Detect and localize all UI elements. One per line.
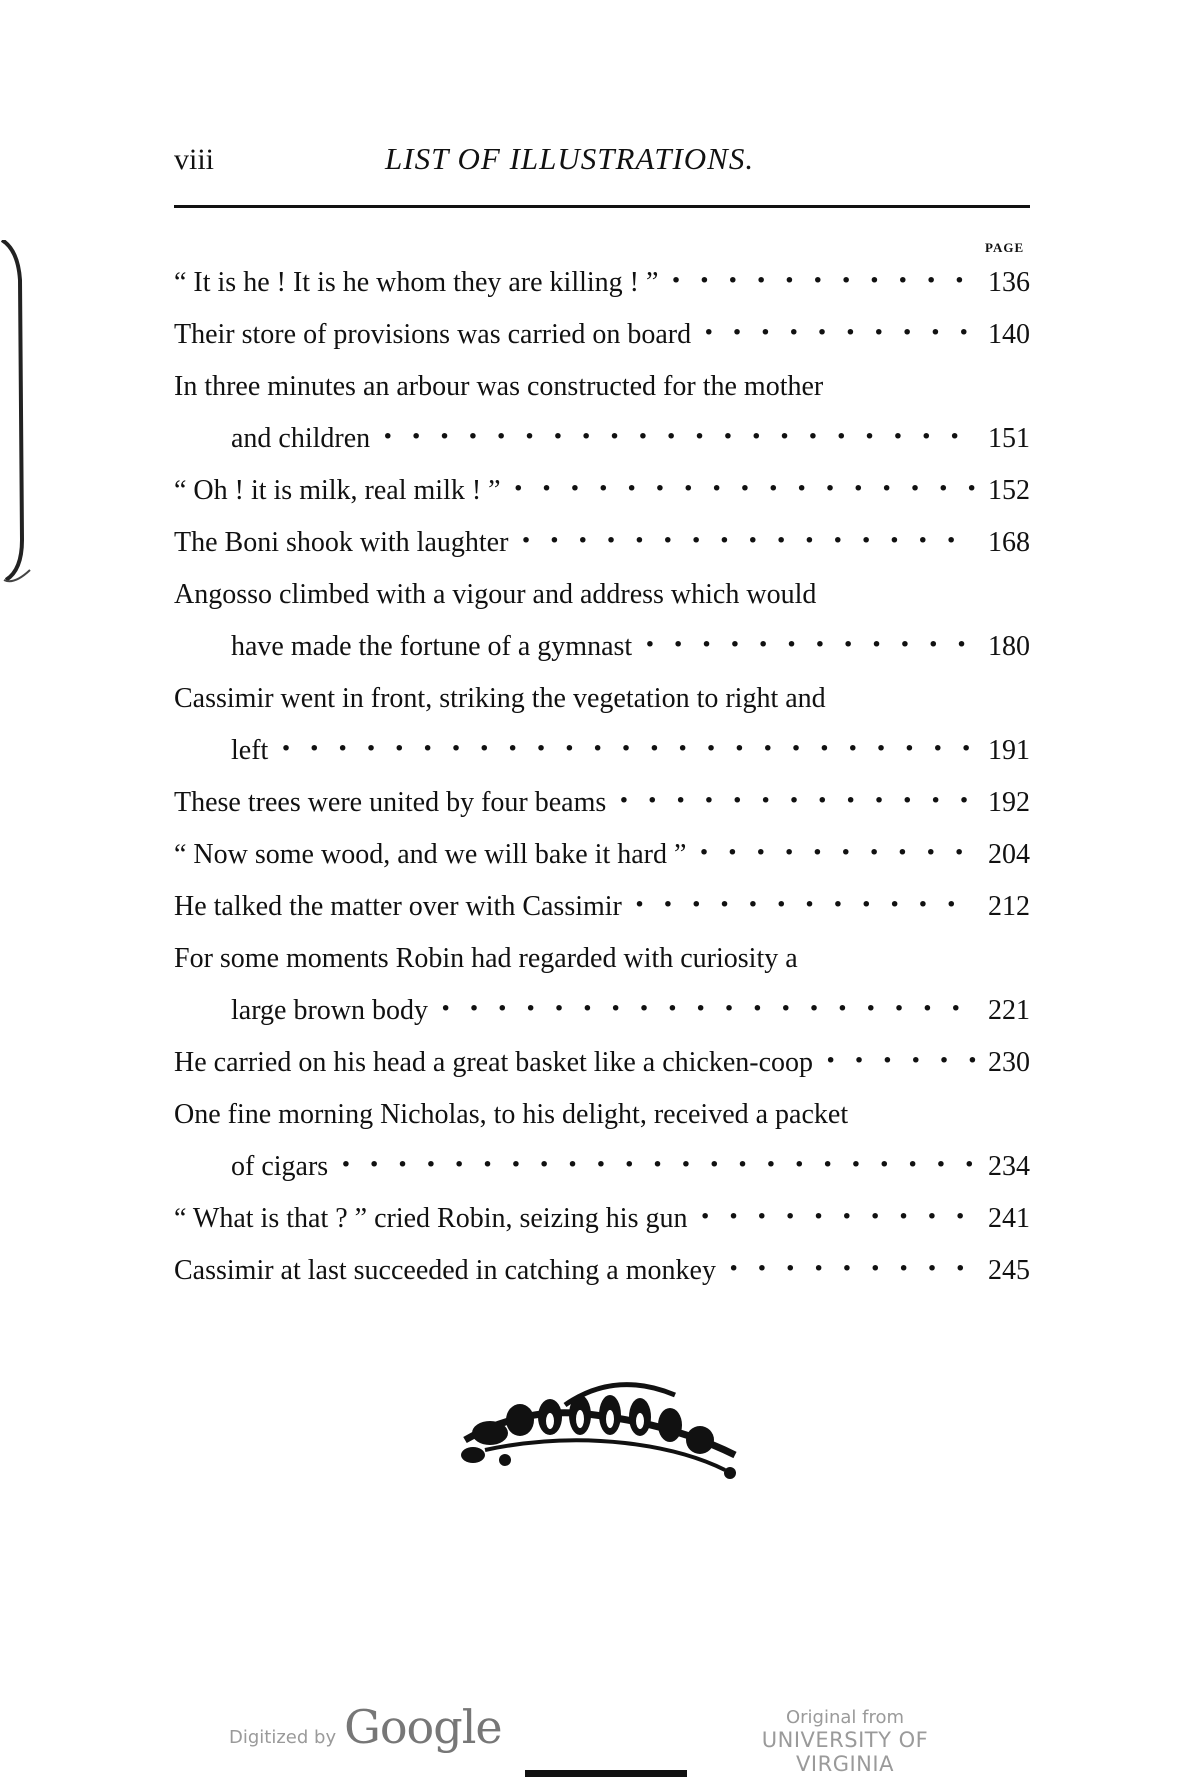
entry-line [174, 631, 1030, 683]
entry-caption: “ Now some wood, and we will bake it hard ” [174, 839, 687, 870]
source-watermark [715, 1707, 975, 1776]
list-item [174, 371, 1030, 475]
entry-caption: In three minutes an arbour was constructed for the mother [174, 371, 824, 402]
dot-leader [825, 1047, 976, 1079]
entry-line [174, 1255, 1030, 1307]
entry-line [174, 995, 1030, 1047]
entry-caption: For some moments Robin had regarded with curiosity a [174, 943, 798, 974]
page-number: viii [174, 143, 215, 176]
institution-label: UNIVERSITY OF VIRGINIA [761, 1728, 929, 1776]
list-item [174, 683, 1030, 787]
entry-page-number: 204 [988, 839, 1030, 870]
digitized-watermark [229, 1700, 502, 1754]
list-item [174, 1099, 1030, 1203]
entry-page-number: 241 [988, 1203, 1030, 1234]
entry-caption: and children [231, 423, 371, 454]
entry-page-number: 234 [988, 1151, 1030, 1182]
floral-tailpiece-icon [445, 1365, 755, 1485]
dot-leader [698, 839, 976, 871]
entry-line [174, 423, 1030, 475]
binding-edge-mark [0, 240, 40, 600]
list-item [174, 319, 1030, 371]
list-item [174, 1255, 1030, 1307]
entry-line [174, 891, 1030, 943]
list-item [174, 1203, 1030, 1255]
list-item [174, 527, 1030, 579]
entry-line [174, 371, 1030, 423]
entry-caption: “ What is that ? ” cried Robin, seizing his gun [174, 1203, 688, 1234]
entry-line [174, 683, 1030, 735]
list-item [174, 891, 1030, 943]
entry-caption: The Boni shook with laughter [174, 527, 509, 558]
entry-line [174, 1099, 1030, 1151]
entry-line [174, 1047, 1030, 1099]
running-title: LIST OF ILLUSTRATIONS. [385, 141, 755, 176]
entry-page-number: 245 [988, 1255, 1030, 1286]
entry-line [174, 943, 1030, 995]
dot-leader [440, 995, 976, 1027]
dot-leader [644, 631, 976, 663]
dot-leader [520, 527, 976, 559]
entry-caption: Cassimir went in front, striking the vegetation to right and [174, 683, 826, 714]
dot-leader [513, 475, 976, 507]
entry-page-number: 140 [988, 319, 1030, 350]
dot-leader [728, 1255, 976, 1287]
entry-line [174, 1151, 1030, 1203]
entry-caption: Angosso climbed with a vigour and address which would [174, 579, 817, 610]
entry-line [174, 1203, 1030, 1255]
list-item [174, 475, 1030, 527]
entry-page-number: 168 [988, 527, 1030, 558]
entry-line [174, 319, 1030, 371]
dot-leader [618, 787, 976, 819]
dot-leader [634, 891, 976, 923]
dot-leader [699, 1203, 976, 1235]
entry-caption: He carried on his head a great basket like a chicken-coop [174, 1047, 814, 1078]
entry-page-number: 221 [988, 995, 1030, 1026]
list-item [174, 787, 1030, 839]
scan-edge-bar [525, 1770, 687, 1777]
entry-page-number: 151 [988, 423, 1030, 454]
entry-caption: One fine morning Nicholas, to his delight, received a packet [174, 1099, 849, 1130]
page-column-label: PAGE [985, 240, 1025, 255]
dot-leader [670, 267, 976, 299]
entry-page-number: 230 [988, 1047, 1030, 1078]
entry-caption: large brown body [231, 995, 428, 1026]
entry-line [174, 527, 1030, 579]
list-item [174, 839, 1030, 891]
list-item [174, 1047, 1030, 1099]
entry-page-number: 152 [988, 475, 1030, 506]
dot-leader [340, 1151, 976, 1183]
entry-caption: Cassimir at last succeeded in catching a monkey [174, 1255, 716, 1286]
entry-line [174, 735, 1030, 787]
list-item [174, 943, 1030, 1047]
entry-caption: of cigars [231, 1151, 329, 1182]
entry-caption: have made the fortune of a gymnast [231, 631, 633, 662]
original-from-label: Original from [785, 1707, 905, 1728]
entry-page-number: 191 [988, 735, 1030, 766]
entry-page-number: 136 [988, 267, 1030, 298]
entry-line [174, 839, 1030, 891]
entry-page-number: 192 [988, 787, 1030, 818]
google-logo: Google [344, 1700, 502, 1754]
entry-page-number: 212 [988, 891, 1030, 922]
list-item [174, 267, 1030, 319]
entry-caption: Their store of provisions was carried on board [174, 319, 692, 350]
dot-leader [280, 735, 976, 767]
entry-page-number: 180 [988, 631, 1030, 662]
entry-caption: He talked the matter over with Cassimir [174, 891, 622, 922]
illustrations-list [174, 267, 1030, 1307]
entry-caption: left [231, 735, 269, 766]
entry-caption: These trees were united by four beams [174, 787, 607, 818]
entry-caption: “ It is he ! It is he whom they are killing ! ” [174, 267, 659, 298]
dot-leader [382, 423, 976, 455]
entry-line [174, 579, 1030, 631]
entry-line [174, 787, 1030, 839]
list-item [174, 579, 1030, 683]
entry-line [174, 475, 1030, 527]
entry-caption: “ Oh ! it is milk, real milk ! ” [174, 475, 501, 506]
dot-leader [703, 319, 976, 351]
header-rule [174, 205, 1030, 208]
digitized-by-label: Digitized by [229, 1727, 337, 1748]
entry-line [174, 267, 1030, 319]
